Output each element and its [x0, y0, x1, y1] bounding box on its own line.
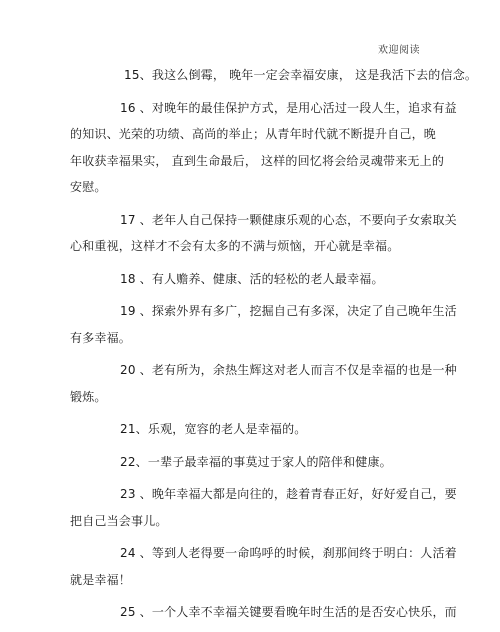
paragraph-line: 安慰。: [70, 180, 107, 194]
paragraph-line: 21、乐观，宽容的老人是幸福的。: [120, 422, 307, 436]
paragraph-line: 25 、一个人幸不幸福关键要看晚年时生活的是否安心快乐，而: [120, 605, 457, 619]
paragraph-line: 的知识、光荣的功绩、高尚的举止；从青年时代就不断提升自己，晚: [70, 127, 437, 141]
paragraph-line: 有多幸福。: [70, 330, 132, 345]
paragraph-line: 就是幸福！: [70, 572, 132, 587]
paragraph-18: [96, 266, 396, 293]
paragraph-20: [70, 357, 457, 410]
paragraph-19: [70, 298, 457, 351]
paragraph-line: 锻炼。: [70, 389, 107, 404]
paragraph-line: 23 、晚年幸福大都是向往的，趁着青春正好，好好爱自己，要: [120, 487, 457, 501]
paragraph-line: 20 、老有所为，余热生辉这对老人而言不仅是幸福的也是一种: [120, 363, 457, 377]
paragraph-17: [70, 207, 457, 260]
paragraph-21: [96, 416, 396, 443]
paragraph-line: 年收获幸福果实， 直到生命最后， 这样的回忆将会给灵魂带来无上的: [70, 153, 445, 168]
header-label: 欢迎阅读: [378, 45, 420, 56]
paragraph-line: 心和重视，这样才不会有太多的不满与烦恼，开心就是幸福。: [70, 239, 400, 253]
paragraph-23: [70, 481, 457, 534]
document-body: [70, 62, 478, 632]
paragraph-line: 15、我这么倒霉， 晚年一定会幸福安康， 这是我活下去的信念。: [124, 68, 478, 82]
paragraph-line: 把自己当会事儿。: [70, 513, 168, 528]
paragraph-line: 16 、对晚年的最佳保护方式，是用心活过一段人生，追求有益: [120, 100, 457, 115]
paragraph-line: 17 、老年人自己保持一颗健康乐观的心态，不要向子女索取关: [120, 212, 457, 227]
paragraph-line: 24 、等到人老得要一命呜呼的时候，刹那间终于明白：人活着: [120, 546, 457, 560]
paragraph-line: 19 、探索外界有多广，挖掘自己有多深，决定了自己晚年生活: [120, 304, 457, 318]
paragraph-15: [124, 62, 478, 89]
paragraph-25: [96, 599, 457, 626]
paragraph-line: 18 、有人赡养、健康、活的轻松的老人最幸福。: [120, 271, 384, 286]
paragraph-line: 22、一辈子最幸福的事莫过于家人的陪伴和健康。: [120, 454, 392, 469]
paragraph-16: [70, 95, 457, 201]
paragraph-22: [96, 449, 396, 476]
paragraph-24: [70, 540, 457, 593]
